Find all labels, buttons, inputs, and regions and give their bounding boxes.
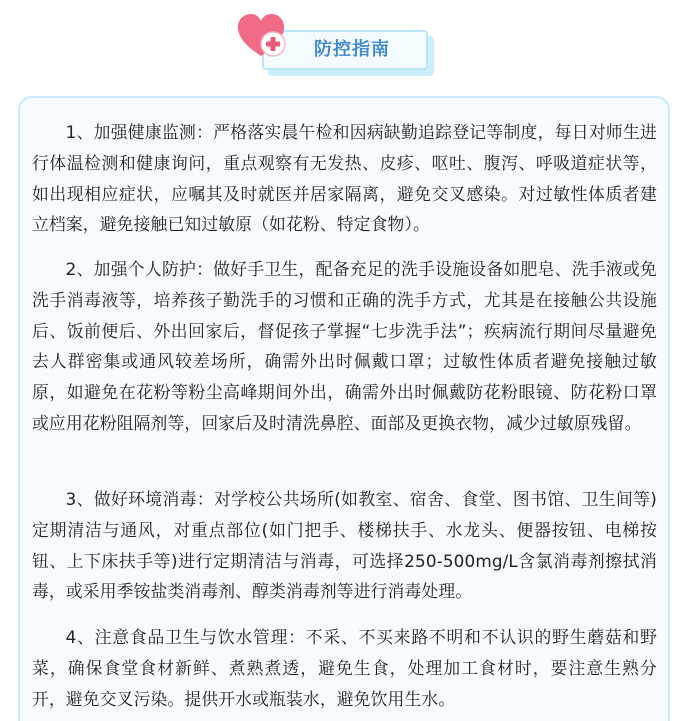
heart-medical-cross-icon xyxy=(238,14,290,62)
paragraph-environment-disinfection: 3、做好环境消毒：对学校公共场所(如教室、宿舍、食堂、图书馆、卫生间等)定期清洁与通风，对重点部位(如门把手、楼梯扶手、水龙头、便器按钮、电梯按钮、上下床扶手等)进行定期清洁与消毒，可选择250-500mg/L含氯消毒剂擦拭消毒，或采用季铵盐类消毒剂、醇类消毒剂等进行消毒处理。 xyxy=(32,489,657,602)
section-title: 防控指南 xyxy=(314,39,390,60)
paragraph-personal-protection: 2、加强个人防护：做好手卫生，配备充足的洗手设施设备如肥皂、洗手液或免洗手消毒液等，培养孩子勤洗手的习惯和正确的洗手方式，尤其是在接触公共设施后、饭前便后、外出回家后，督促孩子掌握“七步洗手法”；疾病流行期间尽量避免去人群密集或通风较差场所，确需外出时佩戴口罩；过敏性体质者避免接触过敏原，如避免在花粉等粉尘高峰期间外出，确需外出时佩戴防花粉眼镜、防花粉口罩或应用花粉阻隔剂等，回家后及时清洗鼻腔、面部及更换衣物，减少过敏原残留。 xyxy=(32,259,657,433)
paragraph-food-water-hygiene: 4、注意食品卫生与饮水管理：不采、不买来路不明和不认识的野生蘑菇和野菜，确保食堂食材新鲜、煮熟煮透，避免生食，处理加工食材时，要注意生熟分开，避免交叉污染。提供开水或瓶装水，避免饮用生水。 xyxy=(32,627,657,709)
paragraph-health-monitoring: 1、加强健康监测：严格落实晨午检和因病缺勤追踪登记等制度，每日对师生进行体温检测和健康询问，重点观察有无发热、皮疹、呕吐、腹泻、呼吸道症状等，如出现相应症状，应嘱其及时就医并居家隔离，避免交叉感染。对过敏性体质者建立档案，避免接触已知过敏原（如花粉、特定食物）。 xyxy=(32,122,657,235)
section-header xyxy=(0,0,692,96)
